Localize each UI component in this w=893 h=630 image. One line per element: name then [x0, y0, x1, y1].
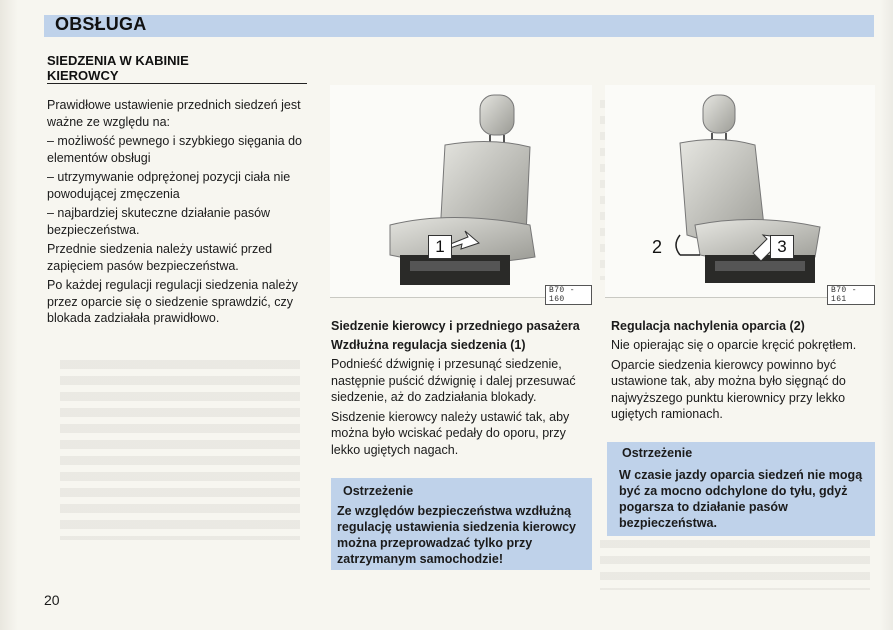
callout-3: 3	[770, 235, 794, 259]
figure-code: B70 - 161	[827, 285, 875, 305]
section-header-bar	[44, 15, 874, 37]
warning-title: Ostrzeżenie	[622, 446, 693, 460]
paragraph: Podnieść dźwignię i przesunąć siedzenie, następnie puścić dźwignię i dalej przesuwać siedzenie, aż do zadziałania blokady.	[331, 357, 576, 404]
seat-figure-recline	[605, 85, 875, 304]
bleed-through-text	[600, 540, 870, 590]
left-heading	[47, 53, 297, 83]
page-number: 20	[44, 592, 60, 608]
warning-text: Ze względów bezpieczeństwa wzdłużną regulację ustawienia siedzenia kierowcy można przeprowadzać tylko przy zatrzymanym samochodzie!	[337, 504, 576, 566]
left-heading-line1: SIEDZENIA W KABINIE	[47, 53, 189, 68]
left-body	[47, 97, 307, 330]
right-subtitle: Regulacja nachylenia oparcia (2)	[611, 319, 805, 333]
paragraph: Oparcie siedzenia kierowcy powinno być ustawione tak, aby można było sięgnąć do najwyższego punktu kierownicy przy lekko ugiętych ramionach.	[611, 357, 846, 421]
paragraph: Po każdej regulacji regulacji siedzenia należy przez oparcie się o siedzenie sprawdzić, czy blokada zadziałała prawidłowo.	[47, 278, 298, 325]
middle-body	[331, 318, 591, 461]
paragraph: – najbardziej skuteczne działanie pasów bezpieczeństwa.	[47, 206, 271, 237]
paragraph: Sisdzenie kierowcy należy ustawić tak, aby można było wciskać pedały do oporu, przy lekko ugiętych nagach.	[331, 409, 570, 457]
seat-figure-longitudinal	[330, 85, 592, 304]
middle-subtitle: Wzdłużna regulacja siedzenia (1)	[331, 338, 526, 352]
heading-underline	[47, 83, 307, 84]
seat-illustration	[605, 85, 875, 297]
left-heading-line2: KIEROWCY	[47, 68, 119, 83]
paragraph: Prawidłowe ustawienie przednich siedzeń jest ważne ze względu na:	[47, 98, 301, 129]
seat-illustration	[330, 85, 592, 297]
paragraph: Nie opierając się o oparcie kręcić pokrętłem.	[611, 338, 857, 352]
bleed-through-text	[60, 360, 300, 540]
paragraph: Przednie siedzenia należy ustawić przed zapięciem pasów bezpieczeństwa.	[47, 242, 273, 273]
paragraph: – możliwość pewnego i szybkiego sięgania do elementów obsługi	[47, 134, 303, 165]
callout-2: 2	[652, 237, 663, 257]
warning-text: W czasie jazdy oparcia siedzeń nie mogą być za mocno odchylone do tyłu, gdyż pogarsza to działanie pasów bezpieczeństwa.	[619, 468, 863, 530]
section-title: OBSŁUGA	[55, 14, 147, 34]
figure-code: B70 - 160	[545, 285, 592, 305]
middle-title: Siedzenie kierowcy i przedniego pasażera	[331, 319, 580, 333]
warning-title: Ostrzeżenie	[343, 484, 414, 498]
callout-1: 1	[428, 235, 452, 259]
paragraph: – utrzymywanie odprężonej pozycji ciała nie powodującej zmęczenia	[47, 170, 291, 201]
right-body	[611, 318, 873, 426]
